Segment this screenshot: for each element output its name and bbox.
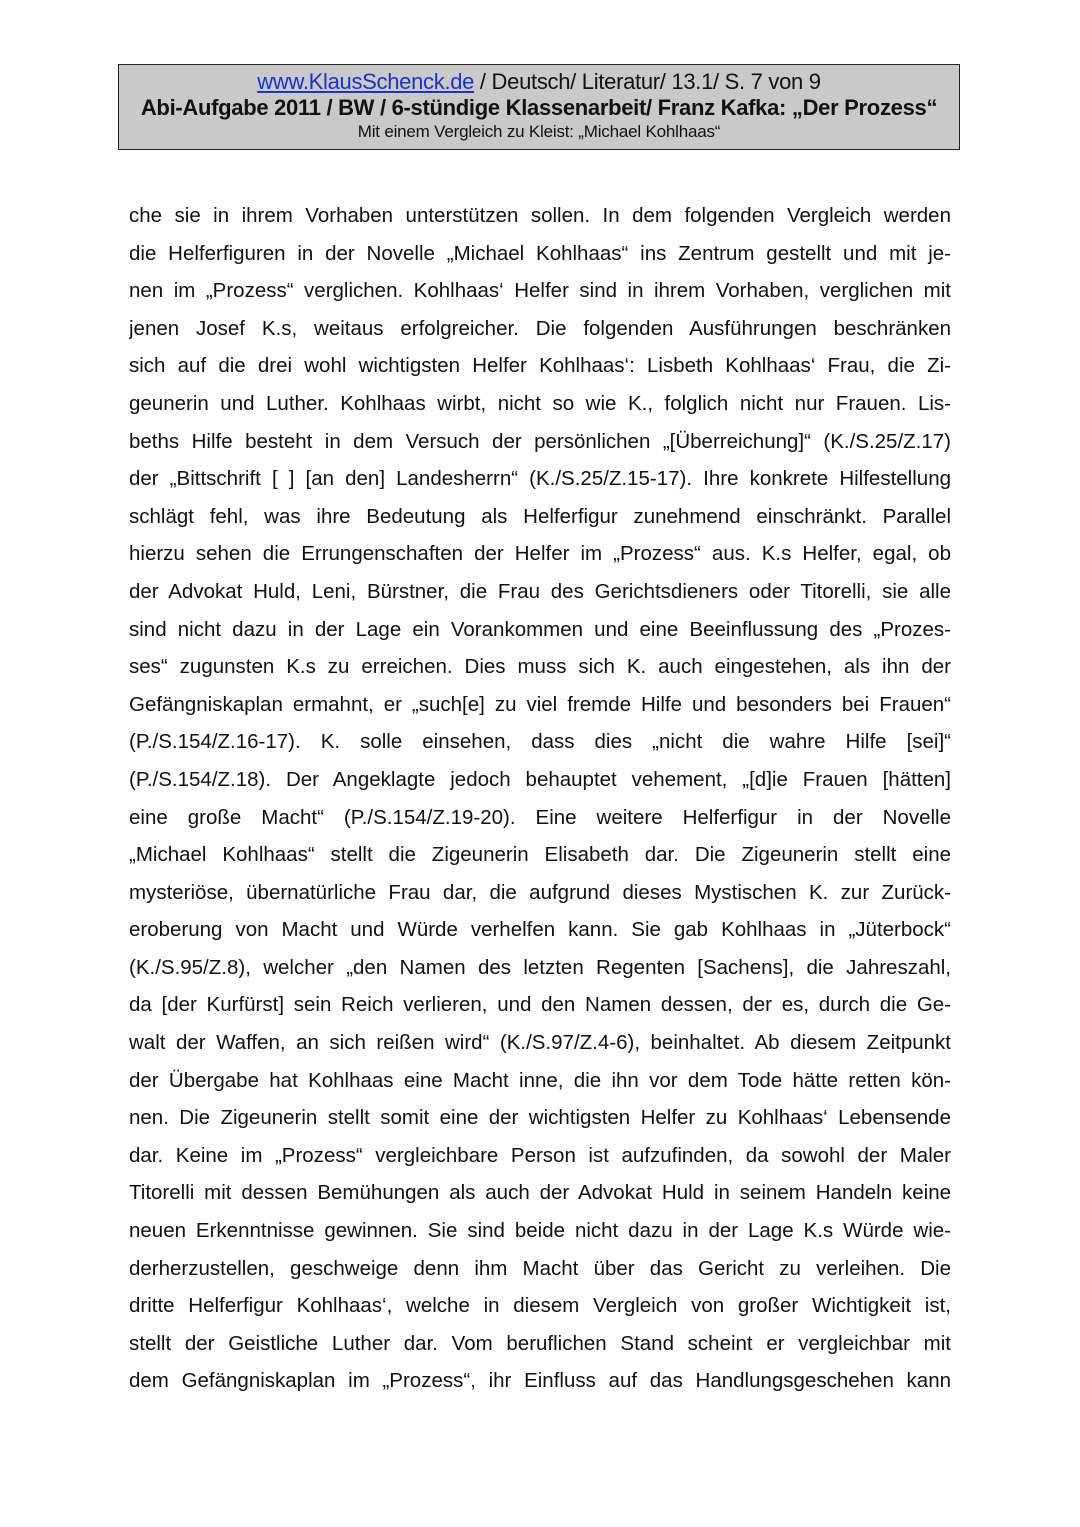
- text-line: sind nicht dazu in der Lage ein Vorankommen und eine Beeinflussung des „Prozes-: [129, 617, 951, 641]
- text-line: dritte Helferfigur Kohlhaas‘, welche in diesem Vergleich von großer Wichtigkeit ist,: [129, 1294, 951, 1318]
- text-line: der „Bittschrift [ ] [an den] Landesherrn“ (K./S.25/Z.15-17). Ihre konkrete Hilfestellung: [129, 467, 951, 491]
- text-line: (K./S.95/Z.8), welcher „den Namen des letzten Regenten [Sachens], die Jahreszahl,: [129, 955, 951, 979]
- text-line: geunerin und Luther. Kohlhaas wirbt, nicht so wie K., folglich nicht nur Frauen. Lis-: [129, 391, 951, 415]
- text-line: stellt der Geistliche Luther dar. Vom beruflichen Stand scheint er vergleichbar mit: [129, 1331, 951, 1355]
- website-link[interactable]: www.KlausSchenck.de: [257, 69, 475, 94]
- text-line: da [der Kurfürst] sein Reich verlieren, und den Namen dessen, der es, durch die Ge-: [129, 993, 951, 1017]
- header-source-line: [119, 69, 959, 95]
- text-line: dar. Keine im „Prozess“ vergleichbare Person ist aufzufinden, da sowohl der Maler: [129, 1143, 951, 1167]
- text-line: die Helferfiguren in der Novelle „Michael Kohlhaas“ ins Zentrum gestellt und mit je-: [129, 241, 951, 265]
- text-line: mysteriöse, übernatürliche Frau dar, die aufgrund dieses Mystischen K. zur Zurück-: [129, 880, 951, 904]
- text-line: hierzu sehen die Errungenschaften der Helfer im „Prozess“ aus. K.s Helfer, egal, ob: [129, 542, 951, 566]
- body-text: [129, 197, 951, 1400]
- header-breadcrumb: / Deutsch/ Literatur/ 13.1/ S. 7 von 9: [474, 69, 821, 94]
- text-line: der Übergabe hat Kohlhaas eine Macht inne, die ihn vor dem Tode hätte retten kön-: [129, 1068, 951, 1092]
- text-line: dem Gefängniskaplan im „Prozess“, ihr Einfluss auf das Handlungsgeschehen kann: [129, 1369, 951, 1393]
- text-line: sich auf die drei wohl wichtigsten Helfer Kohlhaas‘: Lisbeth Kohlhaas‘ Frau, die Zi-: [129, 354, 951, 378]
- page-header: [118, 64, 960, 150]
- text-line: beths Hilfe besteht in dem Versuch der persönlichen „[Überreichung]“ (K./S.25/Z.17): [129, 429, 951, 453]
- text-line: neuen Erkenntnisse gewinnen. Sie sind beide nicht dazu in der Lage K.s Würde wie-: [129, 1219, 951, 1243]
- text-line: che sie in ihrem Vorhaben unterstützen sollen. In dem folgenden Vergleich werden: [129, 204, 951, 227]
- text-line: „Michael Kohlhaas“ stellt die Zigeunerin Elisabeth dar. Die Zigeunerin stellt eine: [129, 843, 951, 867]
- header-subtitle: Mit einem Vergleich zu Kleist: „Michael Kohlhaas“: [357, 122, 721, 141]
- text-line: nen. Die Zigeunerin stellt somit eine der wichtigsten Helfer zu Kohlhaas‘ Lebensende: [129, 1106, 951, 1130]
- text-line: der Advokat Huld, Leni, Bürstner, die Frau des Gerichtsdieners oder Titorelli, sie alle: [129, 579, 951, 603]
- text-line: derherzustellen, geschweige denn ihm Macht über das Gericht zu verleihen. Die: [129, 1256, 951, 1280]
- text-line: (P./S.154/Z.16-17). K. solle einsehen, dass dies „nicht die wahre Hilfe [sei]“: [129, 730, 951, 754]
- text-line: schlägt fehl, was ihre Bedeutung als Helferfigur zunehmend einschränkt. Parallel: [129, 504, 951, 528]
- text-line: eine große Macht“ (P./S.154/Z.19-20). Eine weitere Helferfigur in der Novelle: [129, 805, 951, 829]
- text-line: eroberung von Macht und Würde verhelfen kann. Sie gab Kohlhaas in „Jüterbock“: [129, 918, 951, 942]
- text-line: walt der Waffen, an sich reißen wird“ (K./S.97/Z.4-6), beinhaltet. Ab diesem Zeitpunkt: [129, 1031, 951, 1055]
- text-line: Titorelli mit dessen Bemühungen als auch der Advokat Huld in seinem Handeln keine: [129, 1181, 951, 1205]
- text-line: Gefängniskaplan ermahnt, er „such[e] zu viel fremde Hilfe und besonders bei Frauen“: [129, 692, 951, 716]
- text-line: jenen Josef K.s, weitaus erfolgreicher. Die folgenden Ausführungen beschränken: [129, 316, 951, 340]
- text-line: nen im „Prozess“ verglichen. Kohlhaas‘ Helfer sind in ihrem Vorhaben, verglichen mit: [129, 279, 951, 303]
- text-line: (P./S.154/Z.18). Der Angeklagte jedoch behauptet vehement, „[d]ie Frauen [hätten]: [129, 767, 951, 791]
- text-line: ses“ zugunsten K.s zu erreichen. Dies muss sich K. auch eingestehen, als ihn der: [129, 655, 951, 679]
- header-title: Abi-Aufgabe 2011 / BW / 6-stündige Klassenarbeit/ Franz Kafka: „Der Prozess“: [140, 95, 938, 120]
